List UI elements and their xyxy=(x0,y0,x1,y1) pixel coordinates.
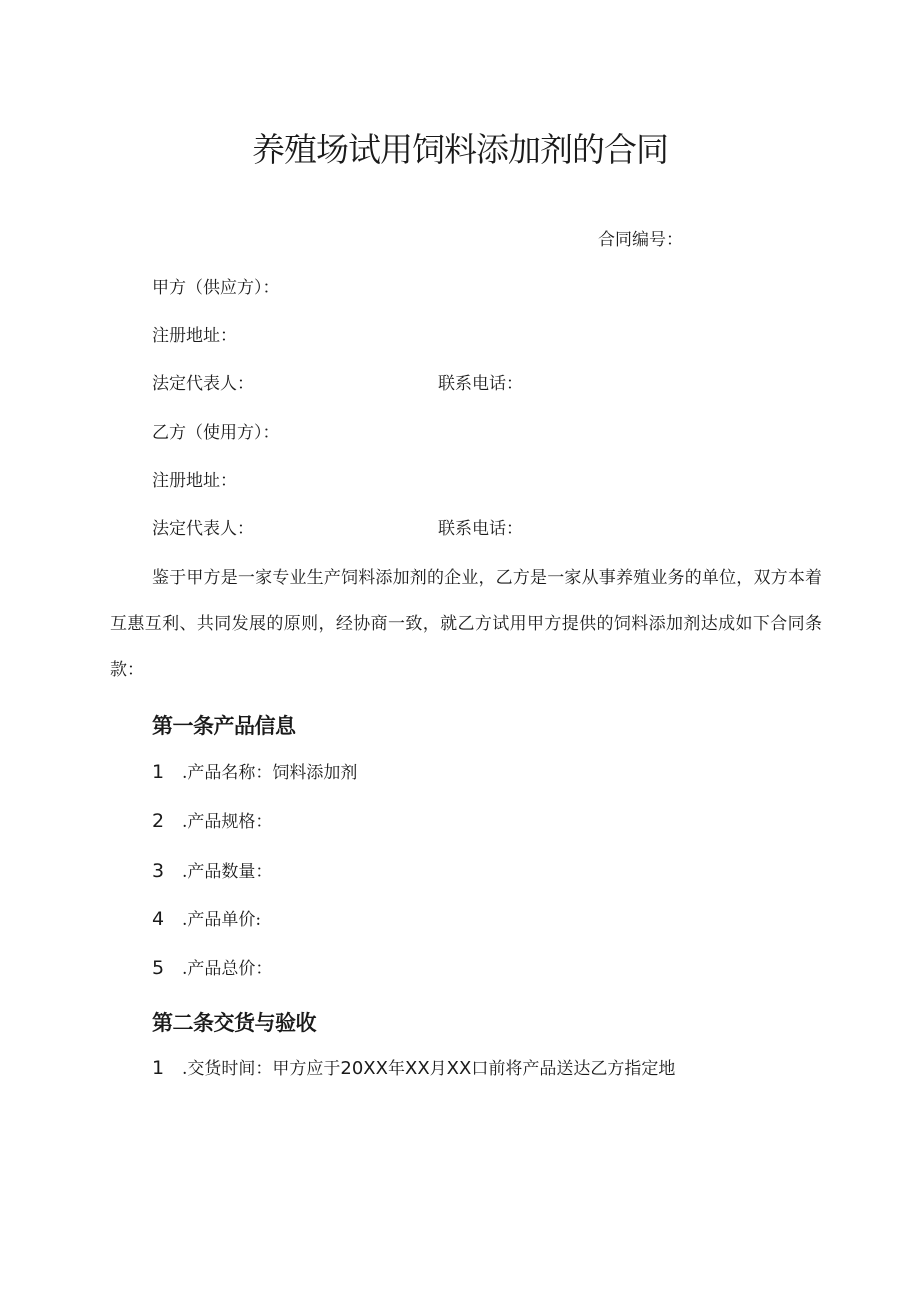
document-title: 养殖场试用饲料添加剂的合同 xyxy=(252,130,668,169)
item-number: 1 xyxy=(152,761,165,783)
item-text-suffix: 口前将产品送达乙方指定地 xyxy=(471,1059,676,1079)
section1-item-3 xyxy=(152,859,272,884)
delivery-month: XX xyxy=(404,1058,430,1079)
section1-item-5 xyxy=(152,956,272,981)
section1-heading: 第一条产品信息 xyxy=(152,714,296,738)
item-number: 2 xyxy=(152,810,165,832)
delivery-year: 20XX xyxy=(340,1058,388,1079)
party-a-rep-label: 法定代表人： xyxy=(152,374,254,394)
party-b-address-label: 注册地址： xyxy=(152,471,237,491)
preamble-paragraph: 鉴于甲方是一家专业生产饲料添加剂的企业，乙方是一家从事养殖业务的单位，双方本着互惠互利、共同发展的原则，经协商一致，就乙方试用甲方提供的饲料添加剂达成如下合同条款： xyxy=(110,568,822,680)
item-number: 4 xyxy=(152,908,165,930)
item-number: 5 xyxy=(152,957,165,979)
section2-heading: 第二条交货与验收 xyxy=(152,1011,316,1035)
item-text: .产品数量： xyxy=(182,862,273,882)
party-a-label: 甲方（供应方）： xyxy=(152,278,280,298)
section1-item-1 xyxy=(152,760,357,785)
party-b-rep-label: 法定代表人： xyxy=(152,519,254,539)
item-text: .产品单价: xyxy=(182,910,262,930)
section1-item-4 xyxy=(152,907,261,932)
section1-item-2 xyxy=(152,809,272,834)
item-text: .产品名称：饲料添加剂 xyxy=(182,763,358,783)
item-text-prefix: .交货时间：甲方应于 xyxy=(182,1059,341,1079)
month-unit: 月 xyxy=(429,1059,447,1079)
party-b-label: 乙方（使用方）： xyxy=(152,423,280,443)
party-a-phone-label: 联系电话： xyxy=(438,374,523,394)
year-unit: 年 xyxy=(387,1059,405,1079)
party-a-address-label: 注册地址： xyxy=(152,326,237,346)
contract-number-label: 合同编号： xyxy=(598,230,683,250)
item-number: 1 xyxy=(152,1057,165,1079)
item-text: .产品总价： xyxy=(182,959,273,979)
delivery-day: XX xyxy=(446,1058,472,1079)
item-number: 3 xyxy=(152,860,165,882)
section2-item-1 xyxy=(152,1056,675,1081)
item-text: .产品规格： xyxy=(182,812,273,832)
party-b-phone-label: 联系电话： xyxy=(438,519,523,539)
